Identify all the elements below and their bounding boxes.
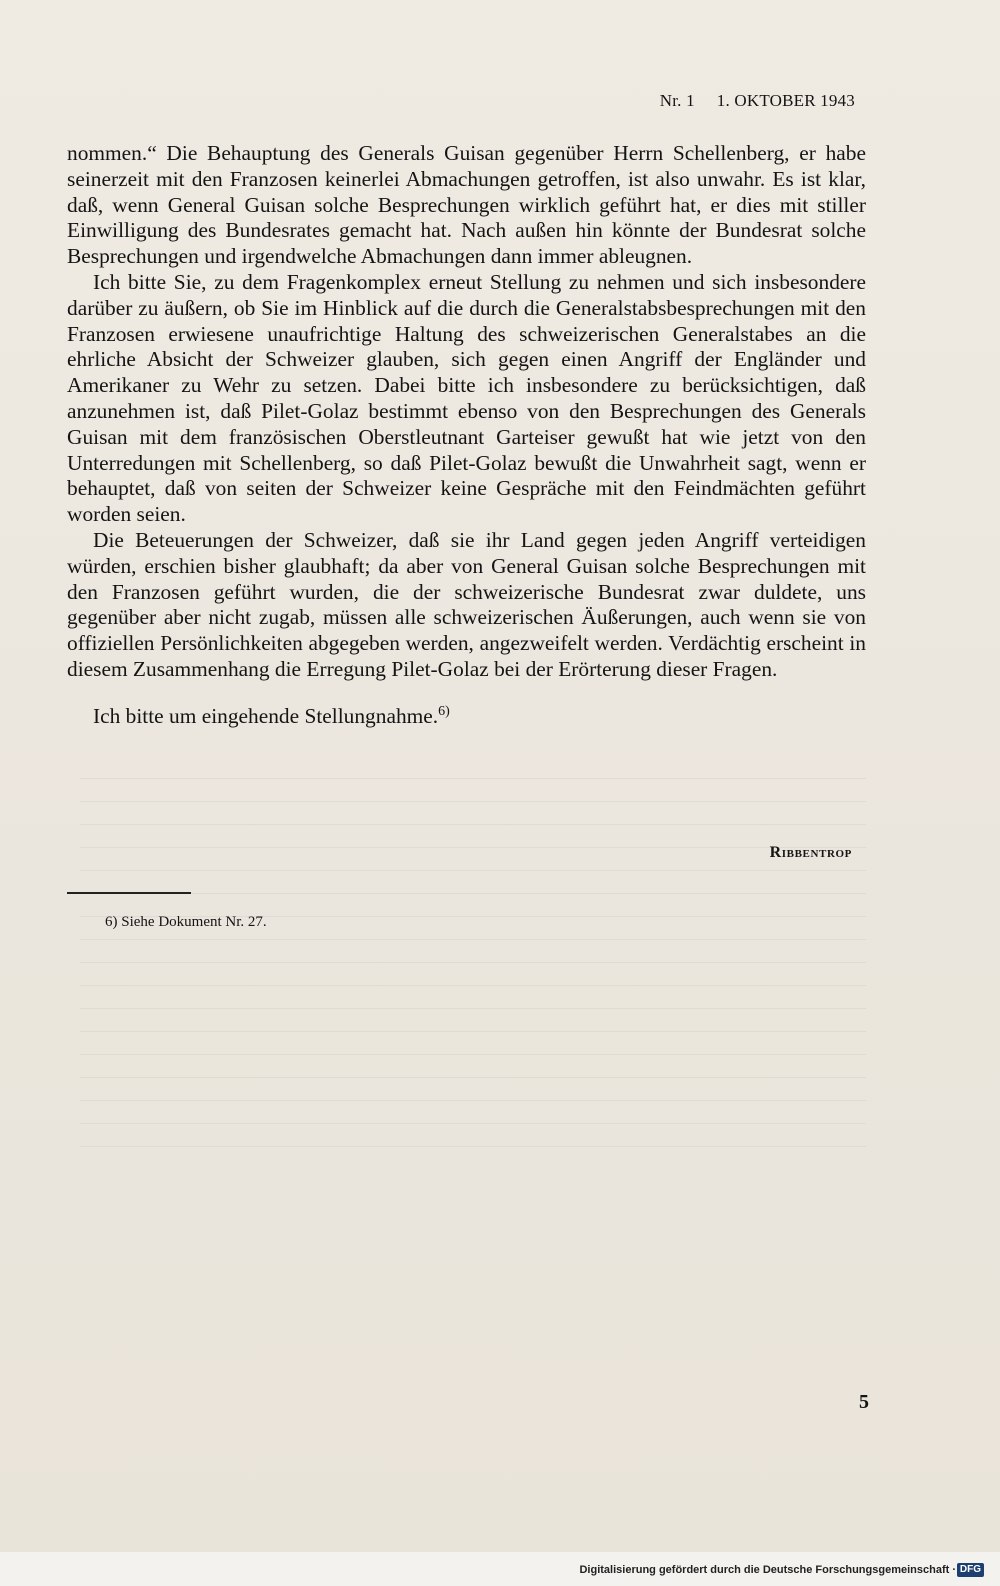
footnote-text: Siehe Dokument Nr. 27. xyxy=(121,914,267,930)
footnote-marker: 6) xyxy=(105,914,118,930)
paragraph-1: nommen.“ Die Behauptung des Generals Guisan gegenüber Herrn Schellenberg, er habe seinerzeit mit den Franzosen keinerlei Abmachungen getroffen, ist also unwahr. Es ist klar, daß, wenn General Guisan solche Besprechungen wirklich geführt hat, er dies mit stiller Einwilligung des Bundesrates gemacht hat. Nach außen hin könnte der Bundesrat solche Besprechungen und irgendwelche Abmachungen dann immer ableugnen. xyxy=(67,141,866,269)
footnote-divider xyxy=(67,892,191,894)
closing-request-text: Ich bitte um eingehende Stellungnahme. xyxy=(93,703,439,728)
page-number: 5 xyxy=(859,1391,869,1413)
closing-request xyxy=(67,704,866,730)
document-date: 1. OKTOBER 1943 xyxy=(716,91,855,110)
document-number: Nr. 1 xyxy=(659,91,695,110)
bleed-through-texture xyxy=(80,760,866,1160)
signature: Ribbentrop xyxy=(769,844,852,861)
digitization-credit: Digitalisierung gefördert durch die Deutsche Forschungsgemeinschaft · xyxy=(579,1564,956,1576)
paragraph-3: Die Beteuerungen der Schweizer, daß sie ihr Land gegen jeden Angriff verteidigen würden, erschien bisher glaubhaft; da aber von General Guisan solche Besprechungen mit den Franzosen geführt wurden, die der schweizerische Bundesrat zwar duldete, uns gegenüber aber nicht zugab, müssen alle schweizerischen Äußerungen, auch wenn sie von offiziellen Persönlichkeiten abgegeben werden, angezweifelt werden. Verdächtig erscheint in diesem Zusammenhang die Erregung Pilet-Golaz bei der Erörterung dieser Fragen. xyxy=(67,527,866,681)
dfg-logo-icon: DFG xyxy=(957,1563,984,1577)
paragraph-2: Ich bitte Sie, zu dem Fragenkomplex erneut Stellung zu nehmen und sich insbesondere darüber zu äußern, ob Sie im Hinblick auf die durch die Generalstabsbesprechungen mit den Franzosen erwiesene unaufrichtige Haltung des schweizerischen Generalstabes an die ehrliche Absicht der Schweizer glauben, sich gegen einen Angriff der Engländer und Amerikaner zu Wehr zu setzen. Dabei bitte ich insbesondere zu berücksichtigen, daß anzunehmen ist, daß Pilet-Golaz bestimmt ebenso von den Besprechungen des Generals Guisan mit dem französischen Oberstleutnant Garteiser gewußt hat wie jetzt von den Unterredungen mit Schellenberg, so daß Pilet-Golaz bewußt die Unwahrheit sagt, wenn er behauptet, daß von seiten der Schweizer keine Gespräche mit den Feindmächten geführt worden seien. xyxy=(67,269,866,527)
main-text xyxy=(67,141,866,730)
running-header xyxy=(660,91,855,111)
footnote-reference: 6) xyxy=(438,703,450,719)
footnote xyxy=(105,914,267,931)
